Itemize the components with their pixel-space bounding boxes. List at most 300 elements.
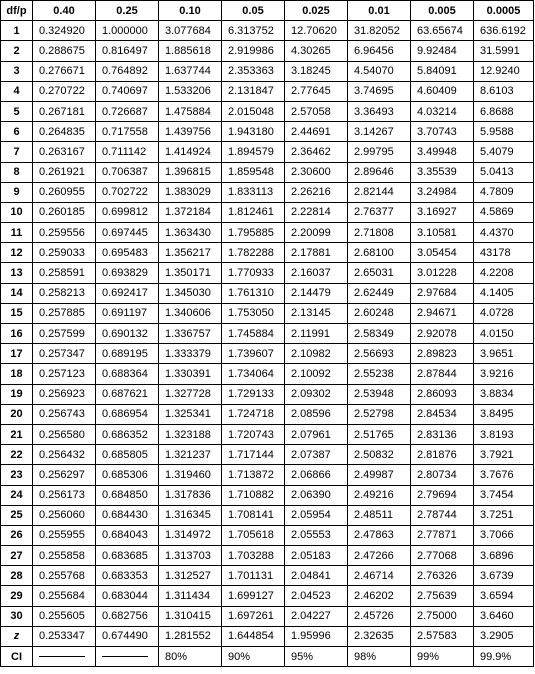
value-cell: 2.131847	[222, 81, 285, 101]
value-cell: 1.701131	[222, 566, 285, 586]
value-cell: 3.01228	[411, 263, 474, 283]
row-label: 17	[1, 344, 33, 364]
value-cell: 3.6896	[474, 546, 534, 566]
value-cell: 0.685306	[96, 465, 159, 485]
value-cell: 2.50832	[348, 445, 411, 465]
value-cell: 1.311434	[159, 586, 222, 606]
value-cell: 2.04841	[285, 566, 348, 586]
value-cell: 0.255684	[33, 586, 96, 606]
value-cell: 2.79694	[411, 485, 474, 505]
value-cell: 12.70620	[285, 21, 348, 41]
value-cell: 3.8193	[474, 424, 534, 444]
row-label: 26	[1, 525, 33, 545]
value-cell: 1.350171	[159, 263, 222, 283]
value-cell: 2.81876	[411, 445, 474, 465]
row-label: 13	[1, 263, 33, 283]
value-cell: 0.693829	[96, 263, 159, 283]
value-cell: 0.687621	[96, 384, 159, 404]
value-cell: 1.475884	[159, 101, 222, 121]
table-row	[1, 626, 534, 646]
value-cell: 0.256060	[33, 505, 96, 525]
row-label: 29	[1, 586, 33, 606]
value-cell: 0.256923	[33, 384, 96, 404]
value-cell: 2.48511	[348, 505, 411, 525]
value-cell: 2.76377	[348, 202, 411, 222]
value-cell: 99%	[411, 647, 474, 667]
row-label: 2	[1, 41, 33, 61]
table-row	[1, 81, 534, 101]
value-cell: 0.706387	[96, 162, 159, 182]
value-cell: 2.05183	[285, 546, 348, 566]
row-label: 27	[1, 546, 33, 566]
value-cell: 0.260185	[33, 202, 96, 222]
value-cell: 1.414924	[159, 142, 222, 162]
value-cell: 0.689195	[96, 344, 159, 364]
value-cell: 9.92484	[411, 41, 474, 61]
value-cell: 3.49948	[411, 142, 474, 162]
table-row	[1, 162, 534, 182]
value-cell: 1.312527	[159, 566, 222, 586]
value-cell: 5.84091	[411, 61, 474, 81]
table-row	[1, 283, 534, 303]
value-cell: 2.46714	[348, 566, 411, 586]
value-cell: 2.05954	[285, 505, 348, 525]
value-cell: 1.323188	[159, 424, 222, 444]
value-cell: 2.17881	[285, 243, 348, 263]
value-cell: 0.276671	[33, 61, 96, 81]
value-cell: 1.812461	[222, 202, 285, 222]
value-cell: 2.51765	[348, 424, 411, 444]
dash-line	[102, 656, 148, 657]
row-label: 24	[1, 485, 33, 505]
header-p-value: 0.01	[348, 1, 411, 21]
value-cell: 2.07961	[285, 424, 348, 444]
table-row	[1, 243, 534, 263]
value-cell: 2.30600	[285, 162, 348, 182]
value-cell: 3.14267	[348, 122, 411, 142]
value-cell: 95%	[285, 647, 348, 667]
value-cell: 2.80734	[411, 465, 474, 485]
value-cell: 1.333379	[159, 344, 222, 364]
value-cell: 3.35539	[411, 162, 474, 182]
row-label: 5	[1, 101, 33, 121]
value-cell: 1.533206	[159, 81, 222, 101]
table-row	[1, 324, 534, 344]
value-cell: 0.257599	[33, 324, 96, 344]
table-row	[1, 101, 534, 121]
value-cell: 3.16927	[411, 202, 474, 222]
value-cell: 0.702722	[96, 182, 159, 202]
value-cell: 2.55238	[348, 364, 411, 384]
value-cell: 2.78744	[411, 505, 474, 525]
row-label: 4	[1, 81, 33, 101]
value-cell: 1.314972	[159, 525, 222, 545]
value-cell: 0.688364	[96, 364, 159, 384]
value-cell: 1.281552	[159, 626, 222, 646]
value-cell: 3.05454	[411, 243, 474, 263]
value-cell: 0.267181	[33, 101, 96, 121]
table-row	[1, 263, 534, 283]
value-cell: 2.46202	[348, 586, 411, 606]
value-cell: 2.92078	[411, 324, 474, 344]
value-cell: 3.7066	[474, 525, 534, 545]
value-cell: 4.0150	[474, 324, 534, 344]
value-cell: 3.6739	[474, 566, 534, 586]
value-cell: 2.57058	[285, 101, 348, 121]
value-cell: 1.724718	[222, 404, 285, 424]
table-row	[1, 465, 534, 485]
table-row	[1, 122, 534, 142]
value-cell: 3.70743	[411, 122, 474, 142]
value-cell: 2.04227	[285, 606, 348, 626]
value-cell: 1.739607	[222, 344, 285, 364]
value-cell: 0.690132	[96, 324, 159, 344]
value-cell: 1.637744	[159, 61, 222, 81]
value-cell: 0.257347	[33, 344, 96, 364]
value-cell: 0.682756	[96, 606, 159, 626]
value-cell: 1.325341	[159, 404, 222, 424]
row-label: 1	[1, 21, 33, 41]
table-row	[1, 546, 534, 566]
value-cell: 4.1405	[474, 283, 534, 303]
value-cell: 0.256432	[33, 445, 96, 465]
value-cell: 2.58349	[348, 324, 411, 344]
value-cell: 4.5869	[474, 202, 534, 222]
value-cell: 1.336757	[159, 324, 222, 344]
value-cell: 0.699812	[96, 202, 159, 222]
value-cell: 0.684043	[96, 525, 159, 545]
value-cell: 6.8688	[474, 101, 534, 121]
value-cell: 1.356217	[159, 243, 222, 263]
value-cell: 0.695483	[96, 243, 159, 263]
row-label: 3	[1, 61, 33, 81]
value-cell: 1.833113	[222, 182, 285, 202]
value-cell: 1.699127	[222, 586, 285, 606]
header-p-value: 0.40	[33, 1, 96, 21]
value-cell: 2.10092	[285, 364, 348, 384]
value-cell: 4.54070	[348, 61, 411, 81]
table-row	[1, 202, 534, 222]
value-cell: 2.14479	[285, 283, 348, 303]
value-cell: 0.253347	[33, 626, 96, 646]
value-cell: 2.015048	[222, 101, 285, 121]
value-cell: 1.321237	[159, 445, 222, 465]
value-cell: 99.9%	[474, 647, 534, 667]
row-label: 23	[1, 465, 33, 485]
value-cell: 2.71808	[348, 223, 411, 243]
value-cell: 1.761310	[222, 283, 285, 303]
value-cell: 0.263167	[33, 142, 96, 162]
value-cell: 0.697445	[96, 223, 159, 243]
value-cell: 2.05553	[285, 525, 348, 545]
value-cell: 0.260955	[33, 182, 96, 202]
value-cell: 2.97684	[411, 283, 474, 303]
table-row	[1, 566, 534, 586]
value-cell: 0.256580	[33, 424, 96, 444]
value-cell: 43178	[474, 243, 534, 263]
value-cell: 3.36493	[348, 101, 411, 121]
value-cell: 2.06866	[285, 465, 348, 485]
value-cell: 2.47266	[348, 546, 411, 566]
value-cell: 31.82052	[348, 21, 411, 41]
value-cell: 1.363430	[159, 223, 222, 243]
row-label: 20	[1, 404, 33, 424]
value-cell: 2.77068	[411, 546, 474, 566]
value-cell: 1.383029	[159, 182, 222, 202]
value-cell: 2.68100	[348, 243, 411, 263]
value-cell: 2.53948	[348, 384, 411, 404]
value-cell: 2.57583	[411, 626, 474, 646]
row-label: CI	[1, 647, 33, 667]
value-cell: 0.683353	[96, 566, 159, 586]
value-cell: 2.83136	[411, 424, 474, 444]
value-cell: 2.75639	[411, 586, 474, 606]
value-cell: 0.764892	[96, 61, 159, 81]
value-cell: 3.6460	[474, 606, 534, 626]
header-p-value: 0.25	[96, 1, 159, 21]
row-label: 11	[1, 223, 33, 243]
value-cell: 8.6103	[474, 81, 534, 101]
row-label: 19	[1, 384, 33, 404]
row-label: 22	[1, 445, 33, 465]
value-cell: 4.7809	[474, 182, 534, 202]
value-cell: 3.077684	[159, 21, 222, 41]
value-cell: 2.22814	[285, 202, 348, 222]
value-cell: 1.340606	[159, 303, 222, 323]
value-cell: 0.717558	[96, 122, 159, 142]
value-cell: 3.10581	[411, 223, 474, 243]
value-cell: 1.396815	[159, 162, 222, 182]
row-label: z	[1, 626, 33, 646]
table-row	[1, 303, 534, 323]
value-cell: 0.674490	[96, 626, 159, 646]
value-cell: 3.7676	[474, 465, 534, 485]
header-df-p: df/p	[1, 1, 33, 21]
value-cell: 2.09302	[285, 384, 348, 404]
value-cell: 0.816497	[96, 41, 159, 61]
header-p-value: 0.005	[411, 1, 474, 21]
empty-dash-cell	[33, 647, 96, 667]
value-cell: 3.24984	[411, 182, 474, 202]
value-cell: 0.256743	[33, 404, 96, 424]
value-cell: 2.13145	[285, 303, 348, 323]
value-cell: 3.18245	[285, 61, 348, 81]
value-cell: 2.65031	[348, 263, 411, 283]
value-cell: 2.75000	[411, 606, 474, 626]
row-label: 6	[1, 122, 33, 142]
value-cell: 3.7251	[474, 505, 534, 525]
value-cell: 1.316345	[159, 505, 222, 525]
value-cell: 0.257123	[33, 364, 96, 384]
value-cell: 0.261921	[33, 162, 96, 182]
value-cell: 1.644854	[222, 626, 285, 646]
value-cell: 2.353363	[222, 61, 285, 81]
dash-line	[39, 656, 85, 657]
row-label: 12	[1, 243, 33, 263]
value-cell: 2.47863	[348, 525, 411, 545]
value-cell: 1.327728	[159, 384, 222, 404]
value-cell: 2.32635	[348, 626, 411, 646]
value-cell: 2.49987	[348, 465, 411, 485]
table-row	[1, 586, 534, 606]
empty-dash-cell	[96, 647, 159, 667]
row-label: 25	[1, 505, 33, 525]
value-cell: 3.8834	[474, 384, 534, 404]
table-row	[1, 525, 534, 545]
value-cell: 12.9240	[474, 61, 534, 81]
value-cell: 1.713872	[222, 465, 285, 485]
value-cell: 1.697261	[222, 606, 285, 626]
value-cell: 90%	[222, 647, 285, 667]
value-cell: 0.256297	[33, 465, 96, 485]
table-row	[1, 344, 534, 364]
value-cell: 1.894579	[222, 142, 285, 162]
value-cell: 2.20099	[285, 223, 348, 243]
value-cell: 6.96456	[348, 41, 411, 61]
value-cell: 4.0728	[474, 303, 534, 323]
value-cell: 4.30265	[285, 41, 348, 61]
value-cell: 2.919986	[222, 41, 285, 61]
value-cell: 2.26216	[285, 182, 348, 202]
header-p-value: 0.10	[159, 1, 222, 21]
value-cell: 0.258213	[33, 283, 96, 303]
value-cell: 0.691197	[96, 303, 159, 323]
table-row	[1, 182, 534, 202]
value-cell: 2.94671	[411, 303, 474, 323]
value-cell: 0.324920	[33, 21, 96, 41]
value-cell: 0.255605	[33, 606, 96, 626]
row-label: 7	[1, 142, 33, 162]
value-cell: 2.87844	[411, 364, 474, 384]
value-cell: 2.84534	[411, 404, 474, 424]
value-cell: 1.310415	[159, 606, 222, 626]
table-row	[1, 41, 534, 61]
value-cell: 3.8495	[474, 404, 534, 424]
row-label: 16	[1, 324, 33, 344]
value-cell: 0.683044	[96, 586, 159, 606]
value-cell: 1.708141	[222, 505, 285, 525]
value-cell: 1.317836	[159, 485, 222, 505]
value-cell: 1.710882	[222, 485, 285, 505]
row-label: 30	[1, 606, 33, 626]
row-label: 9	[1, 182, 33, 202]
value-cell: 6.313752	[222, 21, 285, 41]
value-cell: 3.7921	[474, 445, 534, 465]
value-cell: 1.753050	[222, 303, 285, 323]
table-row	[1, 505, 534, 525]
value-cell: 2.56693	[348, 344, 411, 364]
value-cell: 80%	[159, 647, 222, 667]
value-cell: 1.000000	[96, 21, 159, 41]
value-cell: 1.770933	[222, 263, 285, 283]
value-cell: 636.6192	[474, 21, 534, 41]
table-row	[1, 606, 534, 626]
value-cell: 0.686352	[96, 424, 159, 444]
table-row	[1, 485, 534, 505]
value-cell: 1.717144	[222, 445, 285, 465]
value-cell: 4.60409	[411, 81, 474, 101]
value-cell: 0.270722	[33, 81, 96, 101]
value-cell: 1.95996	[285, 626, 348, 646]
value-cell: 2.49216	[348, 485, 411, 505]
value-cell: 1.729133	[222, 384, 285, 404]
table-row	[1, 647, 534, 667]
value-cell: 0.740697	[96, 81, 159, 101]
value-cell: 0.692417	[96, 283, 159, 303]
value-cell: 0.255955	[33, 525, 96, 545]
value-cell: 0.264835	[33, 122, 96, 142]
table-row	[1, 384, 534, 404]
value-cell: 0.726687	[96, 101, 159, 121]
row-label: 15	[1, 303, 33, 323]
value-cell: 2.08596	[285, 404, 348, 424]
value-cell: 1.734064	[222, 364, 285, 384]
value-cell: 0.711142	[96, 142, 159, 162]
value-cell: 1.345030	[159, 283, 222, 303]
value-cell: 0.686954	[96, 404, 159, 424]
value-cell: 3.9651	[474, 344, 534, 364]
table-row	[1, 424, 534, 444]
value-cell: 2.52798	[348, 404, 411, 424]
value-cell: 2.77871	[411, 525, 474, 545]
value-cell: 0.255858	[33, 546, 96, 566]
value-cell: 0.257885	[33, 303, 96, 323]
value-cell: 0.259033	[33, 243, 96, 263]
value-cell: 2.76326	[411, 566, 474, 586]
table-row	[1, 445, 534, 465]
value-cell: 4.03214	[411, 101, 474, 121]
value-cell: 2.07387	[285, 445, 348, 465]
value-cell: 0.256173	[33, 485, 96, 505]
row-label: 18	[1, 364, 33, 384]
value-cell: 1.439756	[159, 122, 222, 142]
value-cell: 2.89823	[411, 344, 474, 364]
value-cell: 4.4370	[474, 223, 534, 243]
value-cell: 1.859548	[222, 162, 285, 182]
value-cell: 5.9588	[474, 122, 534, 142]
header-p-value: 0.025	[285, 1, 348, 21]
table-row	[1, 364, 534, 384]
row-label: 28	[1, 566, 33, 586]
value-cell: 0.288675	[33, 41, 96, 61]
value-cell: 1.705618	[222, 525, 285, 545]
table-body	[1, 21, 534, 667]
value-cell: 2.36462	[285, 142, 348, 162]
value-cell: 1.943180	[222, 122, 285, 142]
value-cell: 0.259556	[33, 223, 96, 243]
value-cell: 2.86093	[411, 384, 474, 404]
value-cell: 1.745884	[222, 324, 285, 344]
header-p-value: 0.0005	[474, 1, 534, 21]
value-cell: 1.885618	[159, 41, 222, 61]
value-cell: 5.0413	[474, 162, 534, 182]
header-p-value: 0.05	[222, 1, 285, 21]
value-cell: 0.683685	[96, 546, 159, 566]
value-cell: 2.04523	[285, 586, 348, 606]
value-cell: 3.6594	[474, 586, 534, 606]
value-cell: 1.372184	[159, 202, 222, 222]
table-row	[1, 142, 534, 162]
value-cell: 1.782288	[222, 243, 285, 263]
value-cell: 0.684850	[96, 485, 159, 505]
header-row	[1, 1, 534, 21]
row-label: 10	[1, 202, 33, 222]
value-cell: 1.330391	[159, 364, 222, 384]
value-cell: 0.255768	[33, 566, 96, 586]
value-cell: 2.11991	[285, 324, 348, 344]
value-cell: 2.82144	[348, 182, 411, 202]
value-cell: 2.99795	[348, 142, 411, 162]
